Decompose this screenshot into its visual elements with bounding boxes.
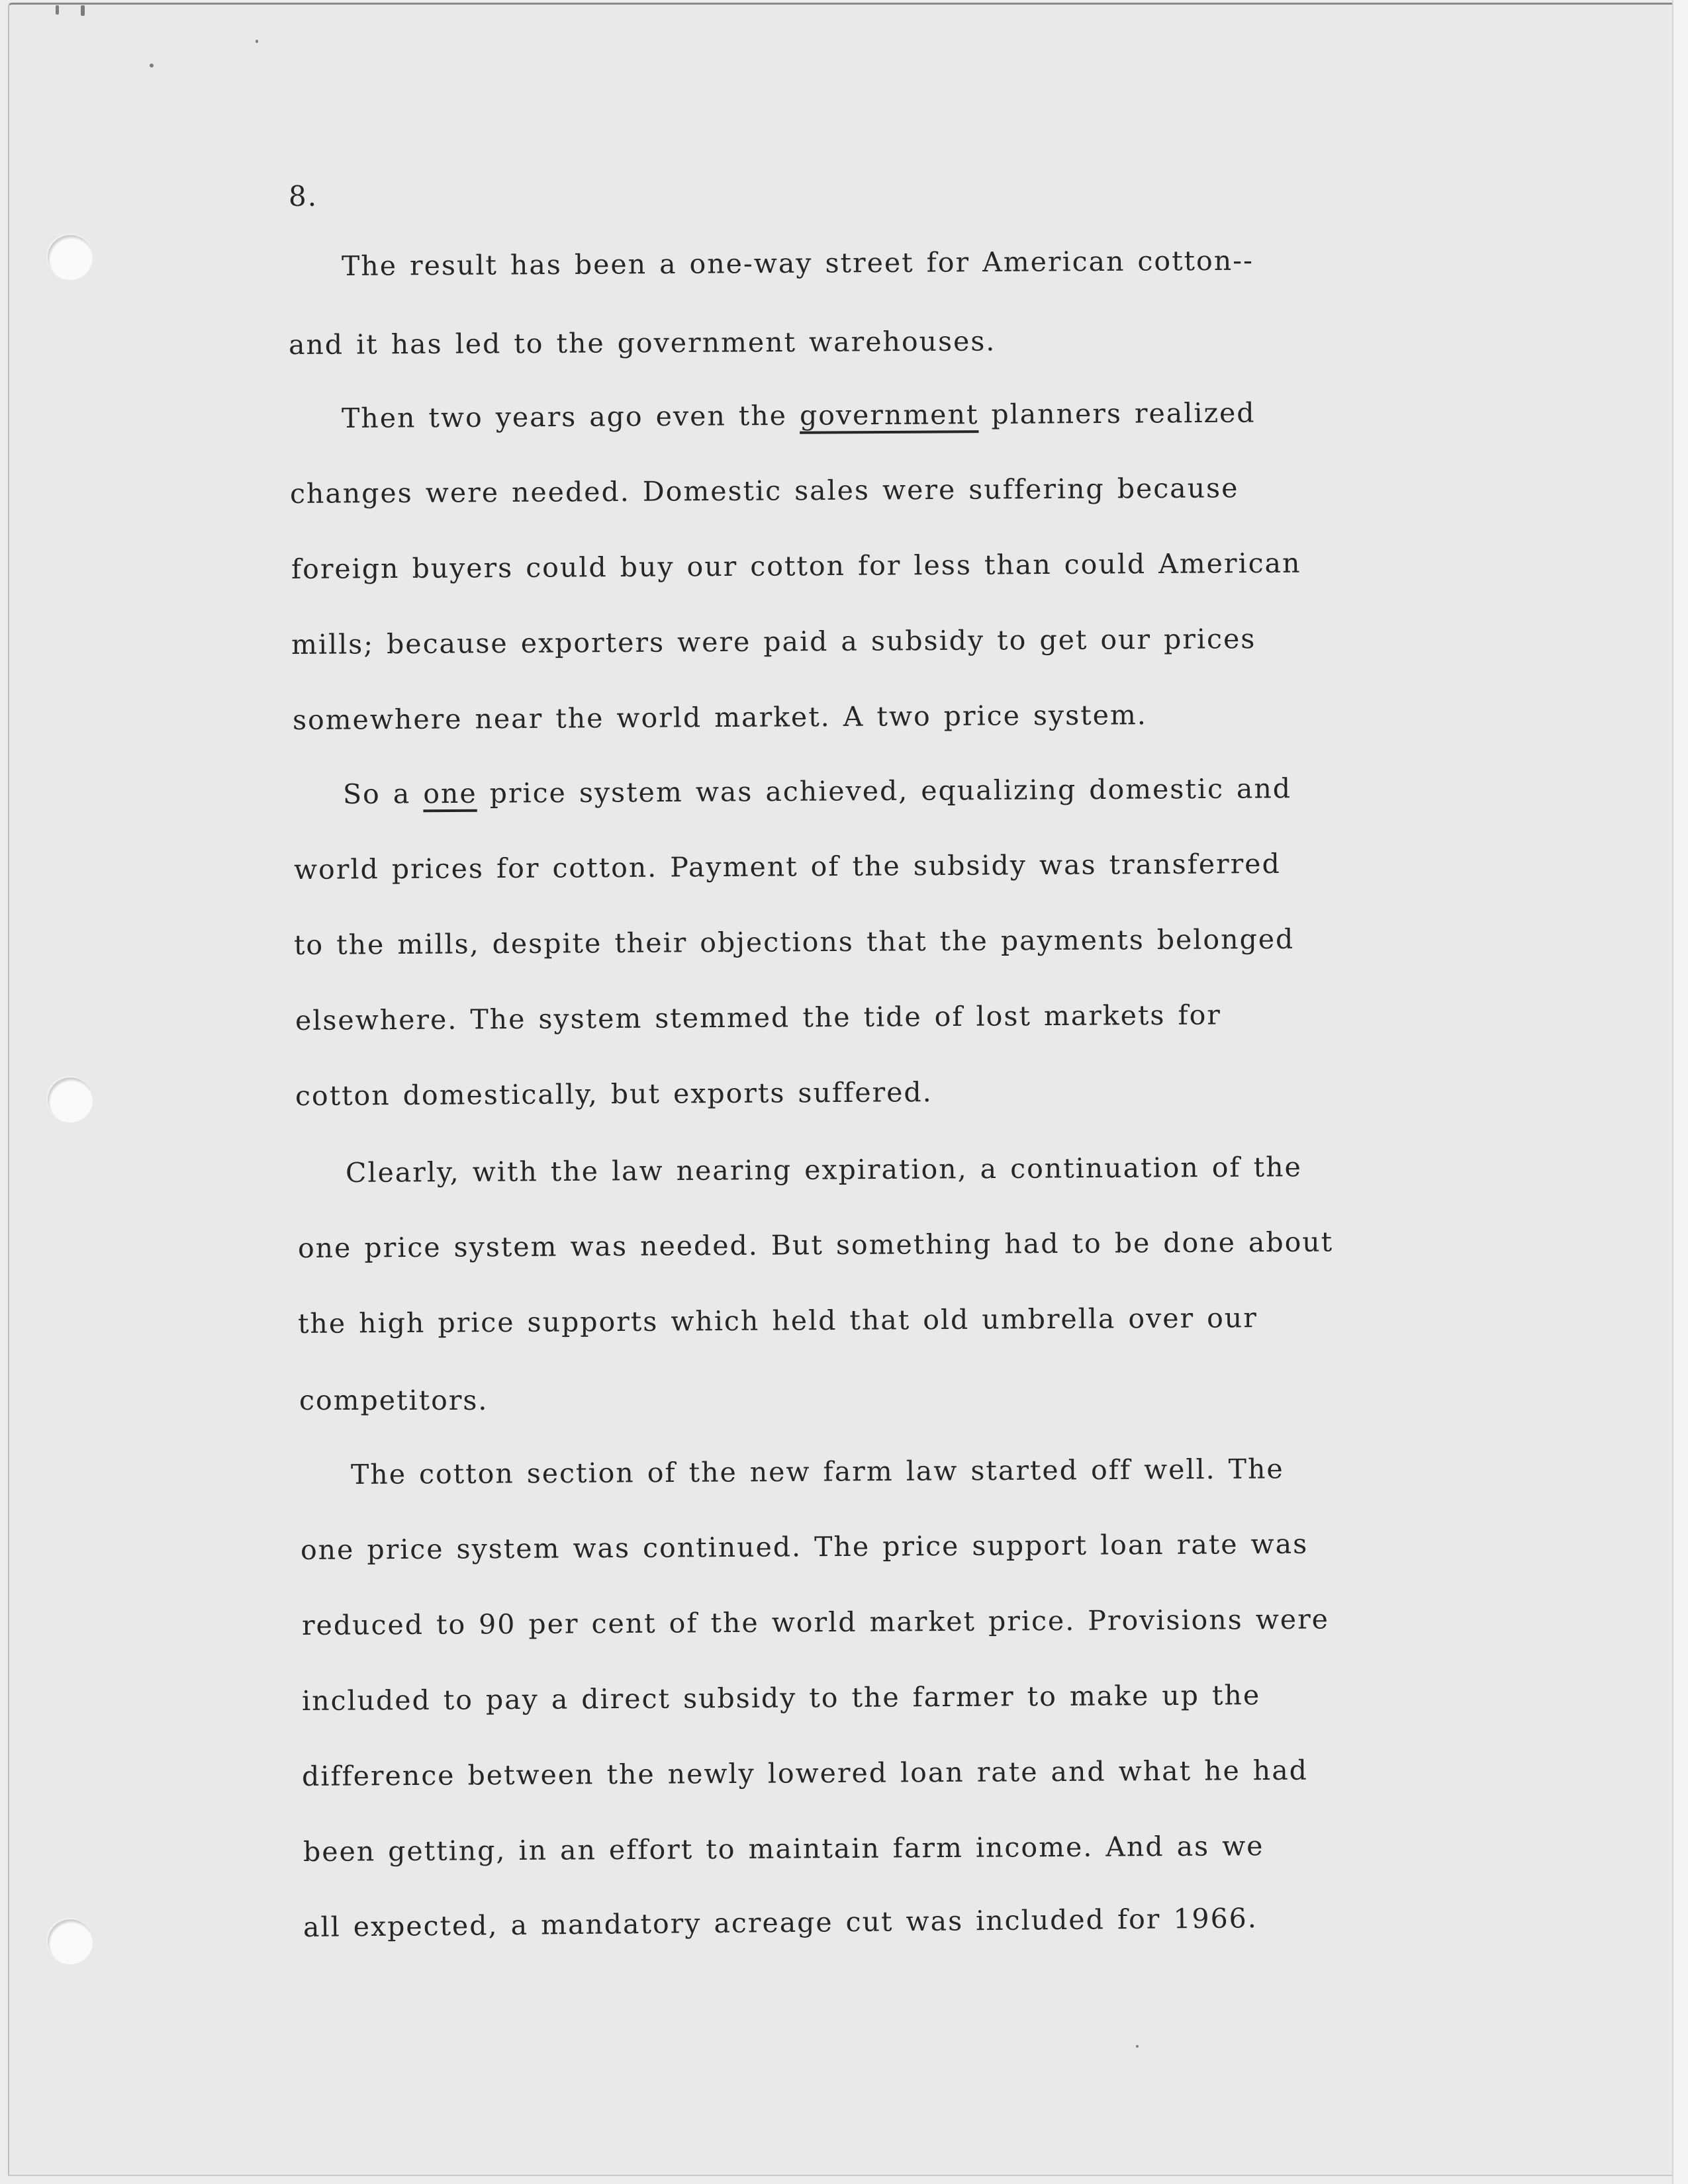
- text-line: foreign buyers could buy our cotton for less than could American: [291, 547, 1301, 585]
- text-segment: Then two years ago even the: [341, 399, 800, 434]
- text-line: difference between the newly lowered loan rate and what he had: [301, 1754, 1309, 1792]
- text-line: cotton domestically, but exports suffered.: [295, 1076, 933, 1112]
- underlined-word: government: [799, 398, 979, 432]
- text-line: competitors.: [299, 1385, 489, 1416]
- text-line: all expected, a mandatory acreage cut was included for 1966.: [303, 1902, 1258, 1943]
- text-segment: planners realized: [978, 396, 1256, 431]
- text-line: changes were needed. Domestic sales were suffering because: [289, 472, 1239, 510]
- text-line-with-underline: [343, 772, 1291, 810]
- text-line: one price system was continued. The price support loan rate was: [300, 1527, 1309, 1566]
- text-segment: price system was achieved, equalizing domestic and: [477, 772, 1292, 809]
- text-line: the high price supports which held that old umbrella over our: [297, 1302, 1258, 1340]
- text-line: been getting, in an effort to maintain farm income. And as we: [303, 1830, 1264, 1868]
- text-line: mills; because exporters were paid a subsidy to get our prices: [291, 623, 1256, 660]
- text-line: Clearly, with the law nearing expiration, a continuation of the: [345, 1151, 1302, 1189]
- text-line: included to pay a direct subsidy to the farmer to make up the: [301, 1679, 1261, 1717]
- text-line: one price system was needed. But something had to be done about: [297, 1226, 1334, 1264]
- text-line: The result has been a one-way street for American cotton--: [341, 244, 1254, 282]
- text-line-with-underline: [342, 397, 1256, 434]
- text-line: to the mills, despite their objections that the payments belonged: [293, 923, 1295, 961]
- text-line: somewhere near the world market. A two price system.: [292, 699, 1147, 736]
- underlined-word: one: [423, 777, 477, 810]
- text-line: elsewhere. The system stemmed the tide of lost markets for: [295, 999, 1222, 1036]
- text-line: reduced to 90 per cent of the world market price. Provisions were: [301, 1603, 1330, 1641]
- page-number: 8.: [289, 180, 318, 212]
- text-line: and it has led to the government warehouses.: [288, 325, 996, 361]
- text-line: The cotton section of the new farm law started off well. The: [350, 1453, 1284, 1490]
- text-line: world prices for cotton. Payment of the subsidy was transferred: [293, 847, 1281, 886]
- text-segment: So a: [342, 778, 424, 810]
